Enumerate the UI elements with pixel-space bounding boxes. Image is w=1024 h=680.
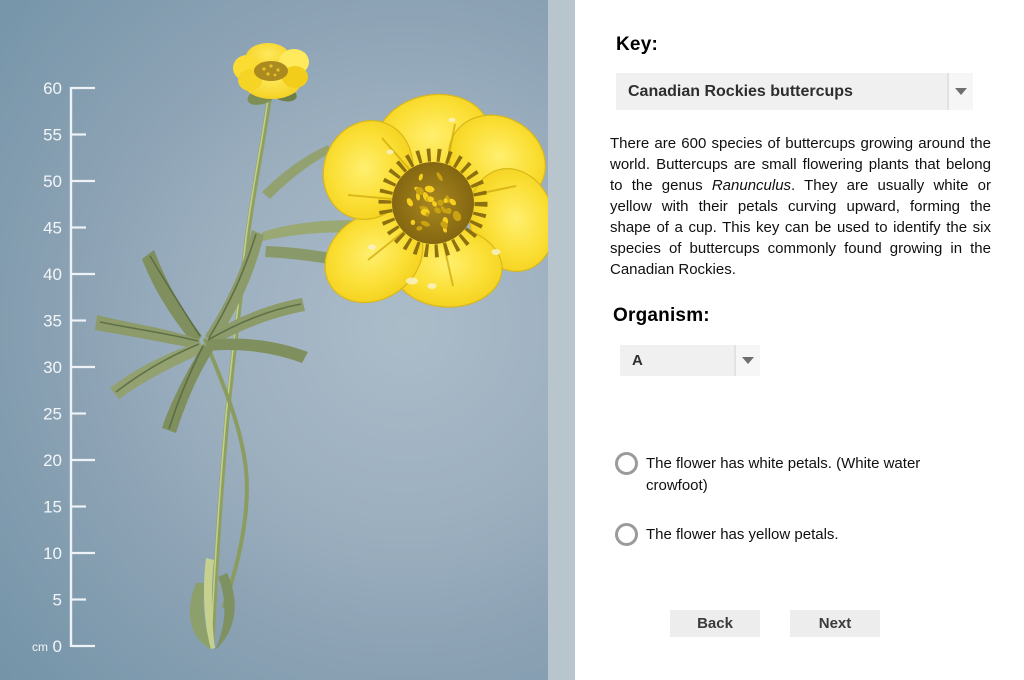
key-description-text: There are 600 species of buttercups growing around the world. Buttercups are small flowering plants that belong to the genus	[610, 135, 991, 194]
ruler	[32, 79, 95, 656]
organism-heading: Organism:	[613, 305, 710, 326]
radio-button[interactable]	[615, 523, 638, 546]
large-flower	[307, 84, 548, 321]
svg-text:50: 50	[43, 172, 62, 191]
key-panel	[575, 0, 1024, 680]
radio-button[interactable]	[615, 452, 638, 475]
back-button[interactable]: Back	[670, 610, 760, 637]
chevron-down-icon	[742, 357, 754, 364]
organism-dropdown-value: A	[632, 352, 643, 369]
plant	[95, 43, 548, 650]
next-button[interactable]: Next	[790, 610, 880, 637]
svg-text:0: 0	[52, 637, 62, 656]
svg-text:45: 45	[43, 218, 62, 238]
key-description-text-2: . They are usually white or yellow with their petals curving upward, forming the shape of a cup. This key can be used to identify the six species of buttercups commonly found growing in the Canadian Rockies.	[610, 177, 992, 278]
svg-text:35: 35	[43, 311, 62, 331]
svg-text:10: 10	[43, 544, 62, 563]
organism-dropdown-arrow-zone[interactable]	[734, 345, 760, 376]
svg-text:25: 25	[43, 404, 62, 424]
svg-text:cm: cm	[32, 640, 48, 654]
svg-text:5: 5	[52, 590, 62, 610]
svg-text:55: 55	[43, 125, 62, 145]
option-yellow-petals[interactable]	[615, 523, 839, 546]
key-heading: Key:	[616, 34, 658, 55]
key-description	[610, 133, 991, 280]
genus-name: Ranunculus	[711, 177, 792, 194]
key-dropdown[interactable]	[616, 73, 973, 110]
key-dropdown-arrow-zone[interactable]	[947, 73, 973, 110]
option-label: The flower has white petals. (White water crowfoot)	[646, 455, 921, 494]
small-flower	[233, 43, 309, 108]
svg-text:60: 60	[43, 79, 62, 98]
organism-dropdown[interactable]	[620, 345, 760, 376]
option-label: The flower has yellow petals.	[646, 526, 839, 543]
key-dropdown-value: Canadian Rockies buttercups	[628, 82, 853, 100]
chevron-down-icon	[955, 88, 967, 95]
svg-text:30: 30	[43, 358, 62, 377]
panel-divider	[548, 0, 575, 680]
plant-stem	[205, 100, 269, 646]
option-white-petals[interactable]	[615, 452, 968, 497]
svg-text:20: 20	[43, 451, 62, 470]
svg-text:40: 40	[43, 265, 62, 284]
svg-text:15: 15	[43, 497, 62, 517]
plant-palmate-leaves	[95, 230, 308, 433]
